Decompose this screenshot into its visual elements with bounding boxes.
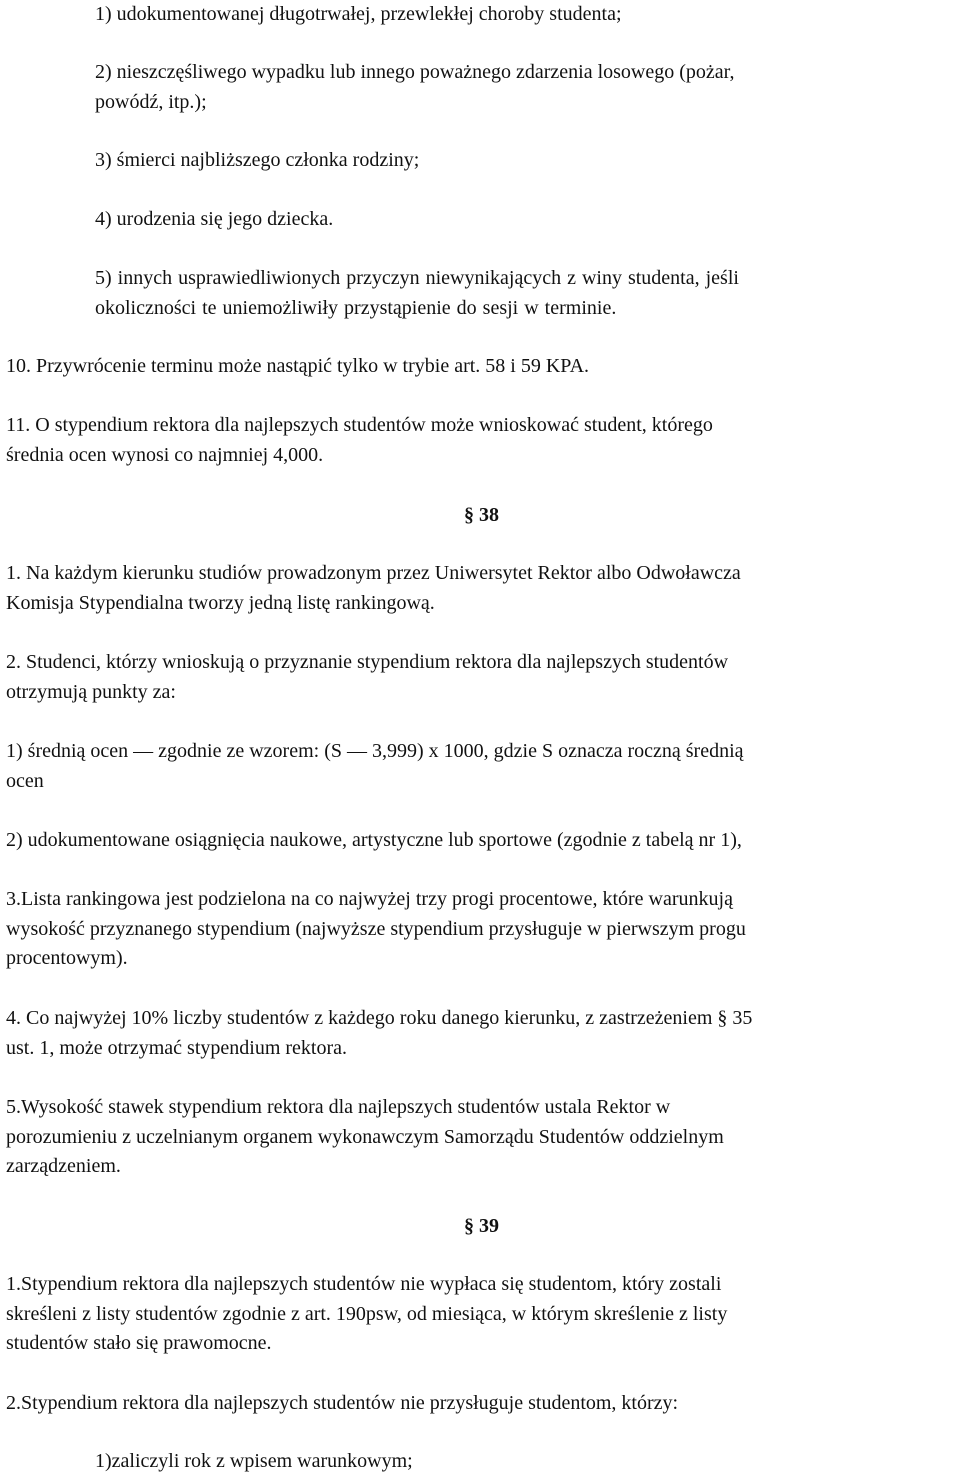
text-line: 1.Stypendium rektora dla najlepszych studentów nie wypłaca się studentom, który zostali <box>6 1273 722 1295</box>
text-line: 3) śmierci najbliższego członka rodziny; <box>95 149 420 171</box>
paragraph-item-3 <box>95 146 419 176</box>
text-line: zarządzeniem. <box>6 1155 121 1177</box>
paragraph-38-5 <box>6 1093 724 1182</box>
text-line: 5.Wysokość stawek stypendium rektora dla najlepszych studentów ustala Rektor w <box>6 1096 671 1118</box>
text-line: 2.Stypendium rektora dla najlepszych studentów nie przysługuje studentom, którzy: <box>6 1392 679 1414</box>
paragraph-38-3 <box>6 885 746 974</box>
paragraph-38-2 <box>6 648 728 707</box>
text-line: 5) innych usprawiedliwionych przyczyn niewynikających z winy studenta, jeśli <box>95 267 739 289</box>
text-line: 4. Co najwyżej 10% liczby studentów z każdego roku danego kierunku, z zastrzeżeniem § 35 <box>6 1007 753 1029</box>
text-line: wysokość przyznanego stypendium (najwyższe stypendium przysługuje w pierwszym progu <box>6 917 746 940</box>
text-line: ust. 1, może otrzymać stypendium rektora. <box>6 1036 348 1059</box>
paragraph-item-5 <box>95 264 739 323</box>
text-line: 3.Lista rankingowa jest podzielona na co najwyżej trzy progi procentowe, które warunkują <box>6 888 733 910</box>
text-line: Komisja Stypendialna tworzy jedną listę rankingową. <box>6 591 435 614</box>
paragraph-point-11 <box>6 411 713 470</box>
text-line: studentów stało się prawomocne. <box>6 1332 272 1354</box>
text-line: otrzymują punkty za: <box>6 680 176 703</box>
paragraph-item-1 <box>95 0 622 30</box>
text-line: 1. Na każdym kierunku studiów prowadzonym przez Uniwersytet Rektor albo Odwoławcza <box>6 562 741 584</box>
text-line: okoliczności te uniemożliwiły przystąpienie do sesji w terminie. <box>95 296 617 319</box>
paragraph-item-2 <box>95 58 735 117</box>
paragraph-38-2-1 <box>6 737 744 796</box>
text-line: porozumieniu z uczelnianym organem wykonawczym Samorządu Studentów oddzielnym <box>6 1125 724 1148</box>
paragraph-point-10 <box>6 352 589 382</box>
text-line: procentowym). <box>6 947 128 969</box>
text-line: 10. Przywrócenie terminu może nastąpić tylko w trybie art. 58 i 59 KPA. <box>6 355 590 377</box>
paragraph-39-2-1 <box>95 1447 413 1477</box>
text-line: 1) udokumentowanej długotrwałej, przewlekłej choroby studenta; <box>95 3 622 25</box>
text-line: 4) urodzenia się jego dziecka. <box>95 208 334 230</box>
text-line: powódź, itp.); <box>95 90 207 113</box>
text-line: 2) udokumentowane osiągnięcia naukowe, artystyczne lub sportowe (zgodnie z tabelą nr 1), <box>6 829 742 851</box>
text-line: skreśleni z listy studentów zgodnie z art. 190psw, od miesiąca, w którym skreślenie z listy <box>6 1302 728 1325</box>
text-line: 2) nieszczęśliwego wypadku lub innego poważnego zdarzenia losowego (pożar, <box>95 61 735 83</box>
text-line: 1)zaliczyli rok z wpisem warunkowym; <box>95 1450 413 1472</box>
section-heading-39: § 39 <box>464 1215 499 1237</box>
paragraph-item-4 <box>95 205 333 235</box>
text-line: 1) średnią ocen — zgodnie ze wzorem: (S — 3,999) x 1000, gdzie S oznacza roczną średnią <box>6 740 744 762</box>
paragraph-39-2 <box>6 1389 678 1419</box>
text-line: ocen <box>6 769 44 792</box>
section-heading-38: § 38 <box>464 504 499 526</box>
text-line: 2. Studenci, którzy wnioskują o przyznanie stypendium rektora dla najlepszych studentów <box>6 651 729 673</box>
text-line: 11. O stypendium rektora dla najlepszych studentów może wnioskować student, którego <box>6 414 713 436</box>
text-line: średnia ocen wynosi co najmniej 4,000. <box>6 443 324 466</box>
paragraph-38-4 <box>6 1004 752 1063</box>
paragraph-38-2-2 <box>6 826 742 856</box>
paragraph-39-1 <box>6 1270 727 1359</box>
paragraph-38-1 <box>6 559 741 618</box>
